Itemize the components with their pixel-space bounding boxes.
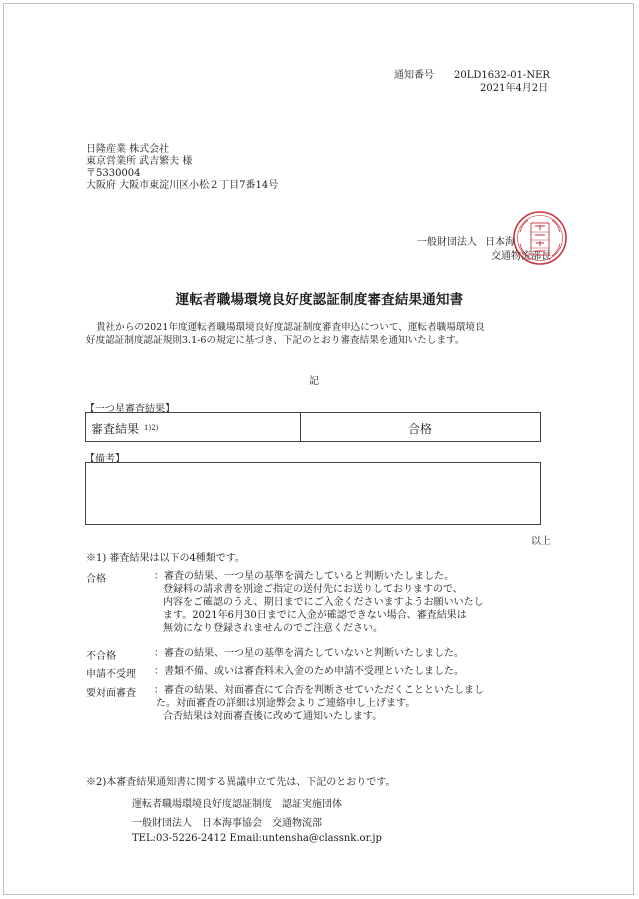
definition-desc-pass [154, 570, 554, 635]
notice-date: 2021年4月2日 [480, 83, 549, 94]
issuer-org [417, 233, 515, 248]
end-mark: 以上 [531, 536, 551, 547]
official-seal-icon [512, 210, 568, 266]
definition-line: 登録料の請求書を別途ご指定の送付先にお送りしておりますので、 [163, 584, 463, 595]
issuer-org-type: 一般財団法人 [417, 237, 477, 248]
issuer-org-name: 日本海 [485, 237, 515, 248]
remarks-box [85, 462, 541, 525]
contact-line-3: TEL:03-5226-2412 Email:untensha@classnk.or.jp [132, 833, 382, 844]
definition-line: 合否結果は対面審査後に改めて通知いたします。 [163, 711, 383, 722]
definition-term-pass: 合格 [86, 574, 106, 585]
contact-line-2: 一般財団法人 日本海事協会 交通物流部 [132, 818, 322, 829]
issuer-dept: 交通物流部長 [491, 251, 551, 262]
result-section-label: 【一つ星審査結果】 [85, 404, 175, 415]
definition-line: ：書類不備、或いは審査料未入金のため申請不受理といたしました。 [154, 666, 464, 677]
recipient-address: 大阪府 大阪市東淀川区小松２丁目7番14号 [86, 180, 279, 191]
definition-term-interview: 要対面審査 [86, 688, 136, 699]
definition-line: 無効になり登録されませんのでご注意ください。 [163, 623, 383, 634]
contact-line-1: 運転者職場環境良好度認証制度 認証実施団体 [132, 799, 342, 810]
definition-line: 内容をご確認のうえ、期日までにご入金くださいますようお願いいたし [163, 597, 484, 608]
recipient-person: 東京営業所 武吉繁夫 様 [86, 156, 193, 167]
note-1: ※1) 審査結果は以下の4種類です。 [86, 553, 246, 564]
definition-desc-fail [154, 647, 554, 660]
body-line-2: 好度認証制度認証規則3.1-6の規定に基づき、下記のとおり審査結果を通知いたします。 [86, 335, 465, 346]
result-field-label [91, 420, 158, 437]
document-title: 運転者職場環境良好度認証制度審査結果通知書 [175, 292, 464, 308]
result-field-note: 1)2) [144, 424, 159, 432]
result-table [85, 412, 541, 442]
recipient-company: 日隆産業 株式会社 [86, 144, 170, 155]
body-paragraph [86, 321, 556, 347]
result-value: 合格 [407, 422, 432, 436]
remarks-section-label: 【備考】 [85, 454, 125, 465]
notice-number: 20LD1632-01-NER [454, 70, 550, 81]
definition-term-rejected: 申請不受理 [86, 669, 136, 680]
notice-number-label: 通知番号 [394, 70, 434, 81]
result-field-label-text: 審査結果 [91, 422, 140, 436]
definition-line: ：審査の結果、対面審査にて合否を判断させていただくことといたしまし [154, 685, 484, 696]
recipient-postal: 〒5330004 [86, 168, 141, 179]
note-2: ※2)本審査結果通知書に関する異議申立て先は、下記のとおりです。 [86, 777, 396, 788]
definition-desc-rejected [154, 665, 554, 678]
body-line-1: 貴社からの2021年度運転者職場環境良好度認証制度審査申込について、運転者職場環境良 [96, 322, 485, 333]
definition-line: た。対面審査の詳細は別途弊会よりご連絡申し上げます。 [156, 698, 416, 709]
definition-desc-interview [154, 684, 554, 723]
definition-line: ます。2021年6月30日までに入金が確認できない場合、審査結果は [163, 610, 467, 621]
definition-line: ：審査の結果、一つ星の基準を満たしていないと判断いたしました。 [154, 648, 464, 659]
document-page [3, 3, 634, 895]
definition-line: ：審査の結果、一つ星の基準を満たしていると判断いたしました。 [154, 571, 454, 582]
definition-term-fail: 不合格 [86, 651, 116, 662]
ki-mark: 記 [309, 376, 319, 387]
